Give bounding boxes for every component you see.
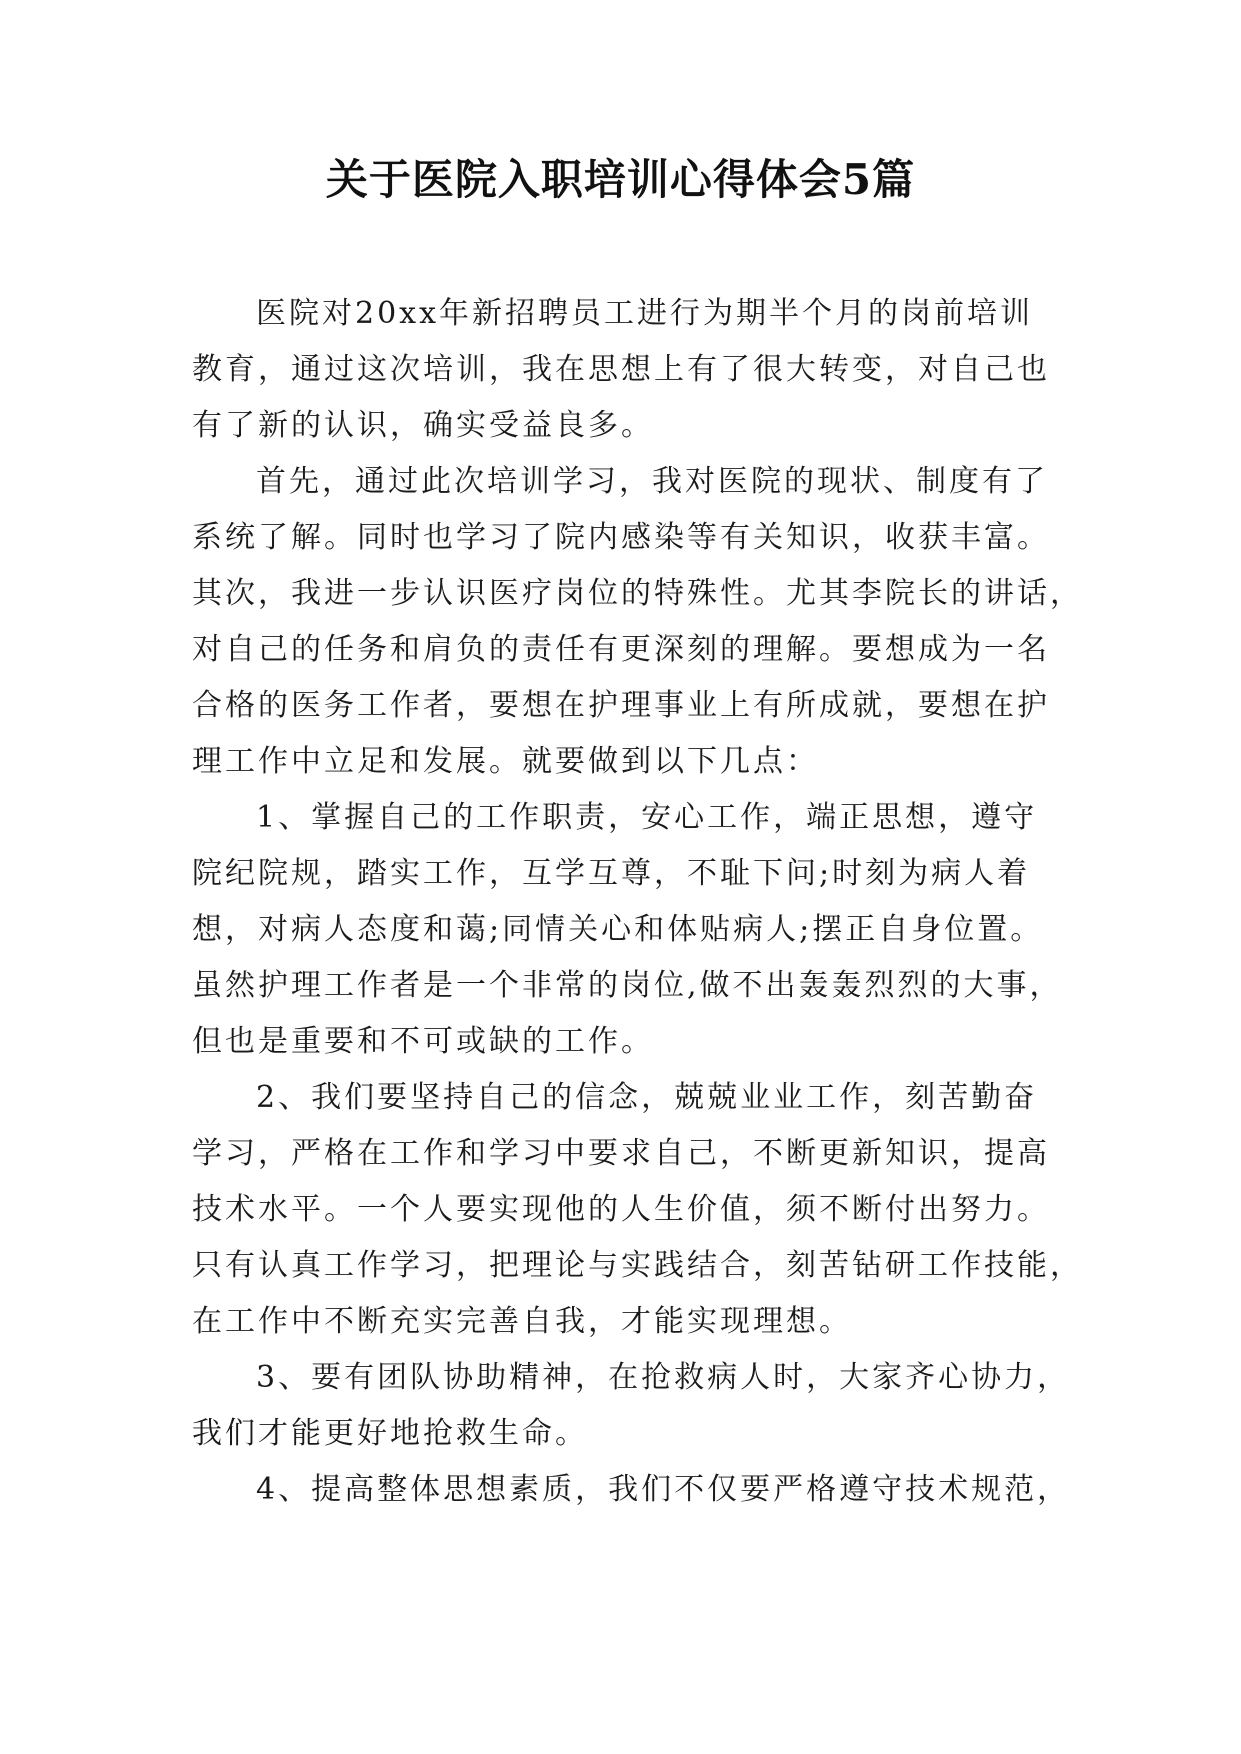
paragraph-line: 想，对病人态度和蔼;同情关心和体贴病人;摆正自身位置。 bbox=[192, 912, 1044, 947]
paragraph-line: 合格的医务工作者，要想在护理事业上有所成就，要想在护 bbox=[192, 688, 1050, 723]
paragraph-line: 在工作中不断充实完善自我，才能实现理想。 bbox=[192, 1304, 852, 1339]
paragraph-line: 只有认真工作学习，把理论与实践结合，刻苦钻研工作技能， bbox=[192, 1248, 1083, 1283]
paragraph-line: 技术水平。一个人要实现他的人生价值，须不断付出努力。 bbox=[192, 1192, 1050, 1227]
paragraph-line: 但也是重要和不可或缺的工作。 bbox=[192, 1024, 654, 1059]
paragraph-item-3 bbox=[192, 1350, 1071, 1462]
paragraph-line: 3、要有团队协助精神，在抢救病人时，大家齐心协力， bbox=[256, 1360, 1071, 1395]
paragraph-line: 虽然护理工作者是一个非常的岗位,做不出轰轰烈烈的大事， bbox=[192, 968, 1063, 1003]
paragraph-line: 教育，通过这次培训，我在思想上有了很大转变，对自己也 bbox=[192, 352, 1050, 387]
paragraph-line: 理工作中立足和发展。就要做到以下几点： bbox=[192, 744, 819, 779]
paragraph-line: 对自己的任务和肩负的责任有更深刻的理解。要想成为一名 bbox=[192, 632, 1050, 667]
paragraph-line: 4、提高整体思想素质，我们不仅要严格遵守技术规范， bbox=[256, 1472, 1071, 1507]
paragraph-line: 2、我们要坚持自己的信念，兢兢业业工作，刻苦勤奋 bbox=[256, 1080, 1038, 1115]
paragraph-line: 1、掌握自己的工作职责，安心工作，端正思想，遵守 bbox=[256, 800, 1038, 835]
paragraph-line: 有了新的认识，确实受益良多。 bbox=[192, 408, 654, 443]
paragraph-item-4 bbox=[192, 1462, 1071, 1518]
paragraph-line: 其次，我进一步认识医疗岗位的特殊性。尤其李院长的讲话， bbox=[192, 576, 1083, 611]
paragraph-intro bbox=[192, 286, 1060, 454]
paragraph-line: 学习，严格在工作和学习中要求自己，不断更新知识，提高 bbox=[192, 1136, 1050, 1171]
paragraph-line: 系统了解。同时也学习了院内感染等有关知识，收获丰富。 bbox=[192, 520, 1050, 555]
paragraph-line: 医院对20xx年新招聘员工进行为期半个月的岗前培训 bbox=[256, 296, 1034, 331]
paragraph-line: 院纪院规，踏实工作，互学互尊，不耻下问;时刻为病人着 bbox=[192, 856, 1031, 891]
document-body bbox=[192, 286, 1083, 1518]
paragraph-item-1 bbox=[192, 790, 1063, 1070]
document-title: 关于医院入职培训心得体会5篇 bbox=[325, 155, 916, 204]
paragraph-line: 首先，通过此次培训学习，我对医院的现状、制度有了 bbox=[256, 464, 1048, 499]
paragraph-first-points bbox=[192, 454, 1083, 790]
paragraph-line: 我们才能更好地抢救生命。 bbox=[192, 1416, 588, 1451]
paragraph-item-2 bbox=[192, 1070, 1083, 1350]
